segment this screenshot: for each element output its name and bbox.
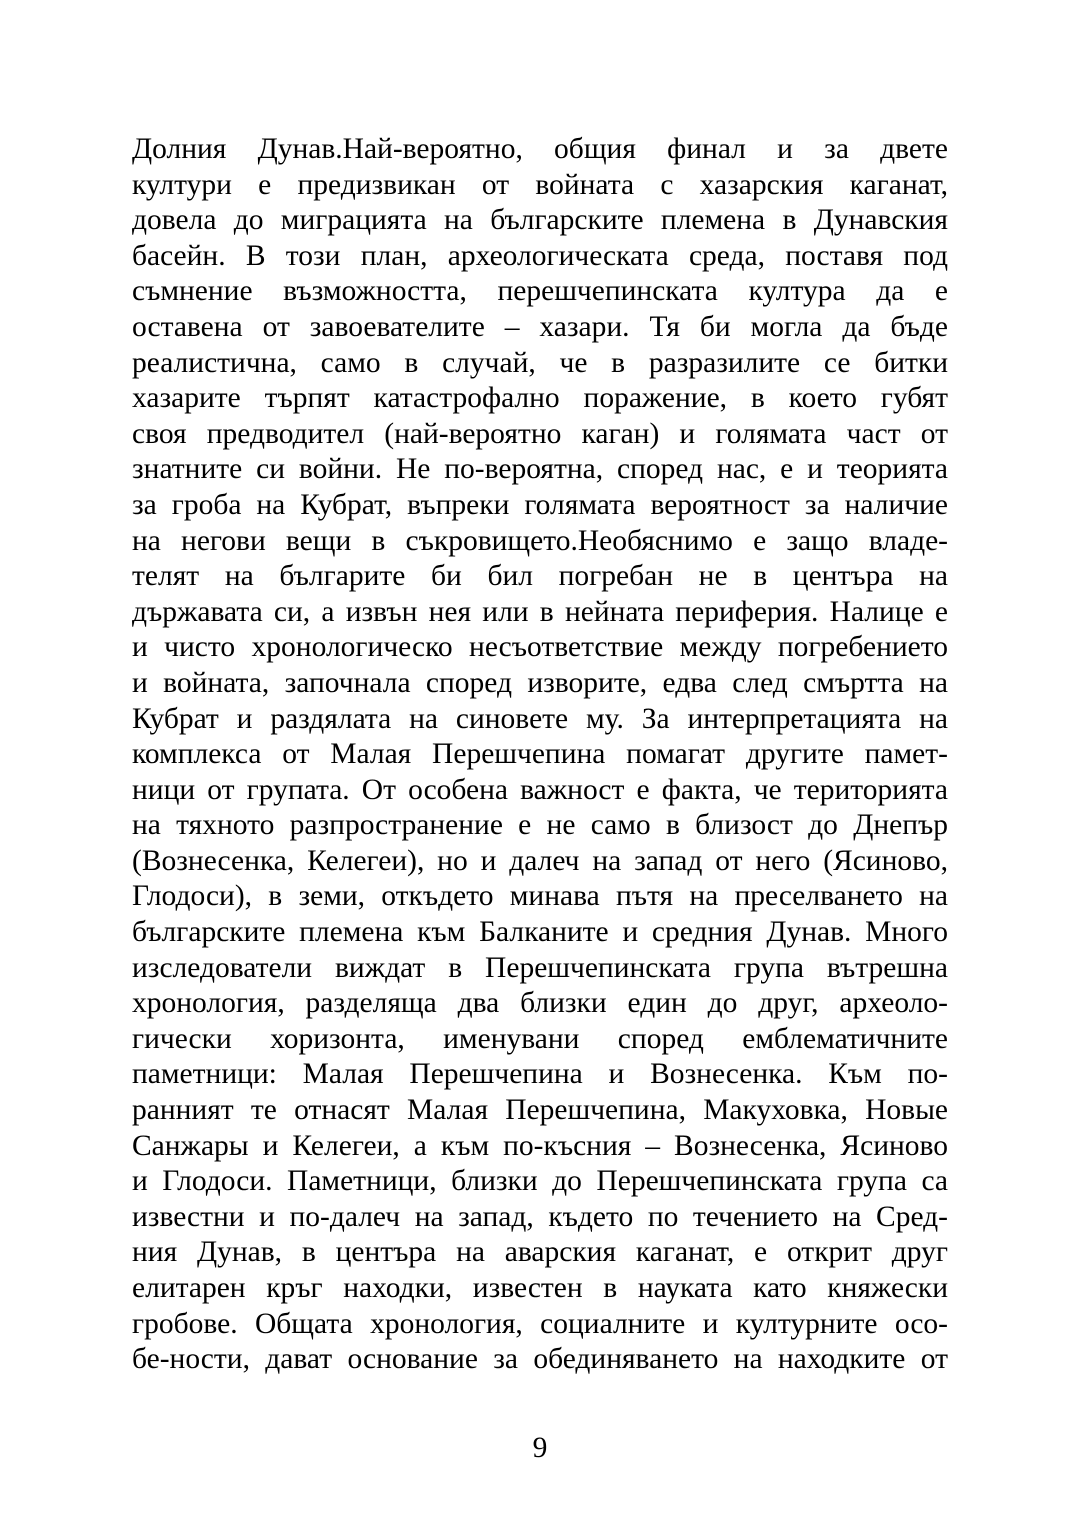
text-line-25: хронология, разделяща два близки един до друг, археоло- <box>132 987 948 1020</box>
text-line-26: гически хоризонта, именувани според емблематичните <box>132 1022 948 1055</box>
text-line-13: телят на българите би бил погребан не в центъра на <box>132 560 948 593</box>
text-line-27: паметници: Малая Перешчепина и Вознесенка. Към по- <box>132 1058 948 1091</box>
text-line-12: на негови вещи в съкровището.Необяснимо е защо владе- <box>132 524 948 557</box>
text-line-7: реалистична, само в случай, че в разразилите се битки <box>132 346 948 379</box>
text-line-24: изследователи виждат в Перешчепинската група вътрешна <box>132 951 948 984</box>
text-line-9: своя предводител (най-вероятно каган) и голямата част от <box>132 417 948 450</box>
body-text <box>132 132 948 1378</box>
text-line-2: култури е предизвикан от войната с хазарския каганат, <box>132 168 948 201</box>
text-line-32: ния Дунав, в центъра на аварския каганат, е открит друг <box>132 1236 948 1269</box>
text-line-8: хазарите търпят катастрофално поражение, в което губят <box>132 382 948 415</box>
text-line-19: ници от групата. От особена важност е факта, че територията <box>132 773 948 806</box>
text-line-10: знатните си войни. Не по-вероятна, според нас, е и теорията <box>132 453 948 486</box>
text-line-5: съмнение възможността, перешчепинската култура да е <box>132 275 948 308</box>
text-line-16: и войната, започнала според изворите, едва след смъртта на <box>132 666 948 699</box>
text-line-6: оставена от завоевателите – хазари. Тя би могла да бъде <box>132 310 948 343</box>
page-number: 9 <box>532 1432 548 1464</box>
text-line-14: държавата си, а извън нея или в нейната периферия. Налице е <box>132 595 948 628</box>
text-line-31: известни и по-далеч на запад, където по течението на Сред- <box>132 1200 948 1233</box>
text-line-3: довела до миграцията на българските племена в Дунавския <box>132 204 948 237</box>
text-line-4: басейн. В този план, археологическата среда, поставя под <box>132 239 948 272</box>
text-line-21: (Вознесенка, Келегеи), но и далеч на запад от него (Ясиново, <box>132 844 948 877</box>
text-line-30: и Глодоси. Паметници, близки до Перешчепинската група са <box>132 1165 948 1198</box>
text-line-22: Глодоси), в земи, откъдето минава пътя на преселването на <box>132 880 948 913</box>
text-line-29: Санжары и Келегеи, а към по-късния – Вознесенка, Ясиново <box>132 1129 948 1162</box>
text-line-34: гробове. Общата хронология, социалните и културните осо- <box>132 1307 948 1340</box>
text-line-20: на тяхното разпространение е не само в близост до Днепър <box>132 809 948 842</box>
text-line-11: за гроба на Кубрат, въпреки голямата вероятност за наличие <box>132 488 948 521</box>
text-line-18: комплекса от Малая Перешчепина помагат другите памет- <box>132 738 948 771</box>
text-line-23: българските племена към Балканите и средния Дунав. Много <box>132 916 948 949</box>
text-line-15: и чисто хронологическо несъответствие между погребението <box>132 631 948 664</box>
text-line-17: Кубрат и раздялата на синовете му. За интерпретацията на <box>132 702 948 735</box>
text-line-35: бе-ности, дават основание за обединяването на находките от <box>132 1343 948 1376</box>
text-line-28: ранният те отнасят Малая Перешчепина, Макуховка, Новые <box>132 1094 948 1127</box>
text-line-33: елитарен кръг находки, известен в науката като княжески <box>132 1272 948 1304</box>
text-line-1: Долния Дунав.Най-вероятно, общия финал и за двете <box>132 133 948 165</box>
